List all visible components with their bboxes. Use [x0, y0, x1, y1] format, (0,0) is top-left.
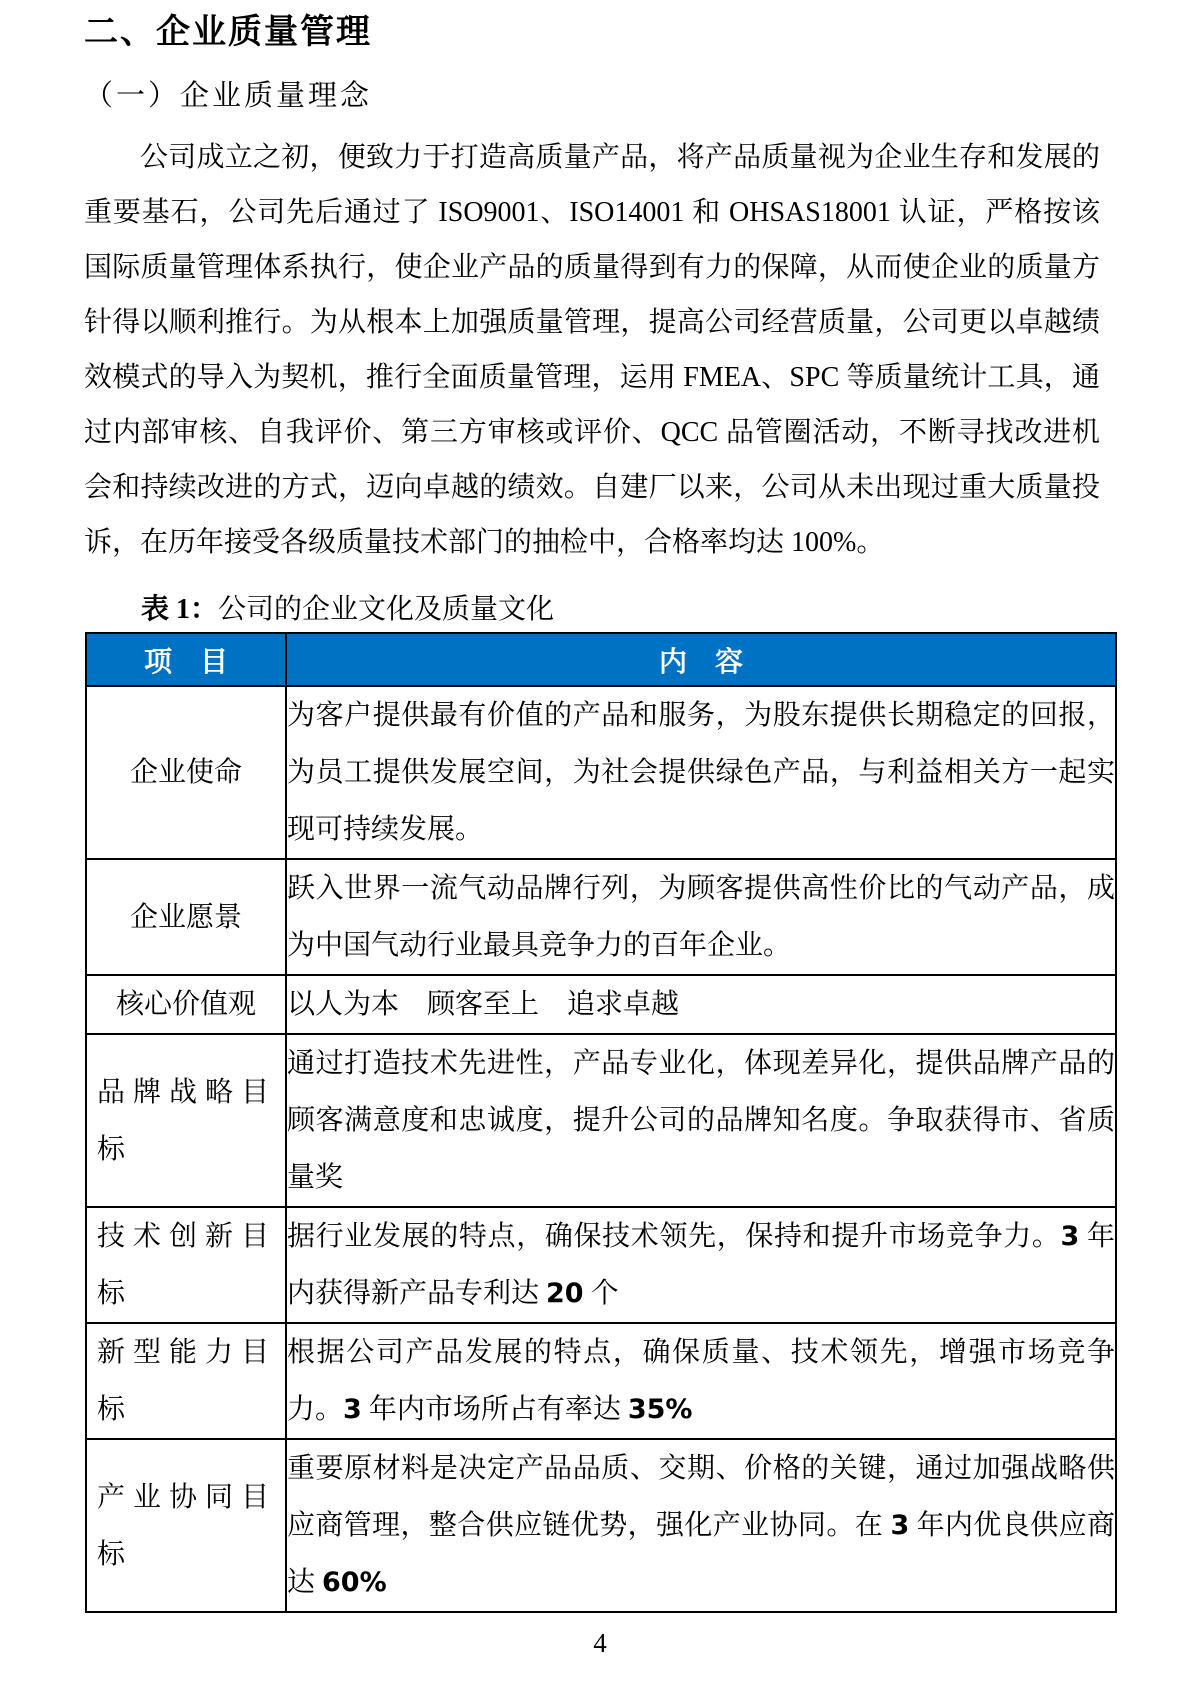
- table-caption-title: 公司的企业文化及质量文化: [218, 594, 555, 625]
- table-row: [86, 975, 1116, 1034]
- row-content: [286, 975, 1116, 1034]
- row-content: [286, 1034, 1116, 1207]
- content-number: 3: [890, 1510, 910, 1541]
- content-text: 年内市场所占有率达: [361, 1394, 628, 1425]
- column-header-item: 项 目: [86, 633, 286, 686]
- page-title: 二、企业质量管理: [84, 12, 372, 52]
- row-content: [286, 686, 1116, 859]
- row-item-label: 核心价值观: [86, 975, 286, 1034]
- content-number: 3: [343, 1394, 362, 1425]
- content-number: 20: [546, 1278, 584, 1309]
- row-item-label: 产业协同目标: [86, 1439, 286, 1612]
- page-number: 4: [593, 1628, 607, 1658]
- content-number: 60%: [322, 1567, 387, 1598]
- table-caption-label: 表 1：: [141, 594, 219, 625]
- row-item-label: 企业使命: [86, 686, 286, 859]
- table-row: [86, 1034, 1116, 1207]
- table-caption: [141, 590, 1116, 630]
- row-content: [286, 859, 1116, 975]
- content-text: 跃入世界一流气动品牌行列，为顾客提供高性价比的气动产品，成为中国气动行业最具竞争力的百年企业。: [287, 873, 1115, 961]
- content-text: 重要原材料是决定产品品质、交期、价格的关键，通过加强战略供应商管理，整合供应链优势，强化产业协同。在: [287, 1453, 1115, 1541]
- body-paragraph: 公司成立之初，便致力于打造高质量产品，将产品质量视为企业生存和发展的重要基石，公司先后通过了 ISO9001、ISO14001 和 OHSAS18001 认证，严格按该国际质量管理体系执行，使企业产品的质量得到有力的保障，从而使企业的质量方针得以顺利推行。为从根本上加强质量管理，提高公司经营质量，公司更以卓越绩效模式的导入为契机，推行全面质量管理，运用 FMEA、SPC 等质量统计工具，通过内部审核、自我评价、第三方审核或评价、QCC 品管圈活动，不断寻找改进机会和持续改进的方式，迈向卓越的绩效。自建厂以来，公司从未出现过重大质量投诉，在历年接受各级质量技术部门的抽检中，合格率均达 100%。: [84, 142, 1100, 558]
- row-item-label: 新型能力目标: [86, 1323, 286, 1439]
- content-text: 年内获得新产品专利达: [287, 1221, 1115, 1309]
- table-row: [86, 859, 1116, 975]
- content-text: 年内优良供应商达: [287, 1510, 1115, 1598]
- table-header-row: [86, 633, 1116, 686]
- content-text: 以人为本 顾客至上 追求卓越: [287, 989, 680, 1020]
- row-content: [286, 1323, 1116, 1439]
- content-number: 3: [1060, 1221, 1080, 1252]
- table-row: [86, 686, 1116, 859]
- table-row: [86, 1207, 1116, 1323]
- table-row: [86, 1323, 1116, 1439]
- content-text: 个: [583, 1278, 619, 1309]
- content-text: 根据公司产品发展的特点，确保质量、技术领先，增强市场竞争力。: [287, 1337, 1115, 1425]
- content-text: 为客户提供最有价值的产品和服务，为股东提供长期稳定的回报，为员工提供发展空间，为社会提供绿色产品，与利益相关方一起实现可持续发展。: [287, 700, 1115, 845]
- column-header-content: 内 容: [286, 633, 1116, 686]
- content-text: 通过打造技术先进性，产品专业化，体现差异化，提供品牌产品的顾客满意度和忠诚度，提升公司的品牌知名度。争取获得市、省质量奖: [287, 1048, 1115, 1193]
- table-row: [86, 1439, 1116, 1612]
- section-heading: （一）企业质量理念: [84, 80, 373, 112]
- row-item-label: 技术创新目标: [86, 1207, 286, 1323]
- row-item-label: 企业愿景: [86, 859, 286, 975]
- content-number: 35%: [627, 1394, 693, 1425]
- culture-table: [85, 632, 1117, 1613]
- row-content: [286, 1439, 1116, 1612]
- content-text: 据行业发展的特点，确保技术领先，保持和提升市场竞争力。: [287, 1221, 1061, 1252]
- row-item-label: 品牌战略目标: [86, 1034, 286, 1207]
- row-content: [286, 1207, 1116, 1323]
